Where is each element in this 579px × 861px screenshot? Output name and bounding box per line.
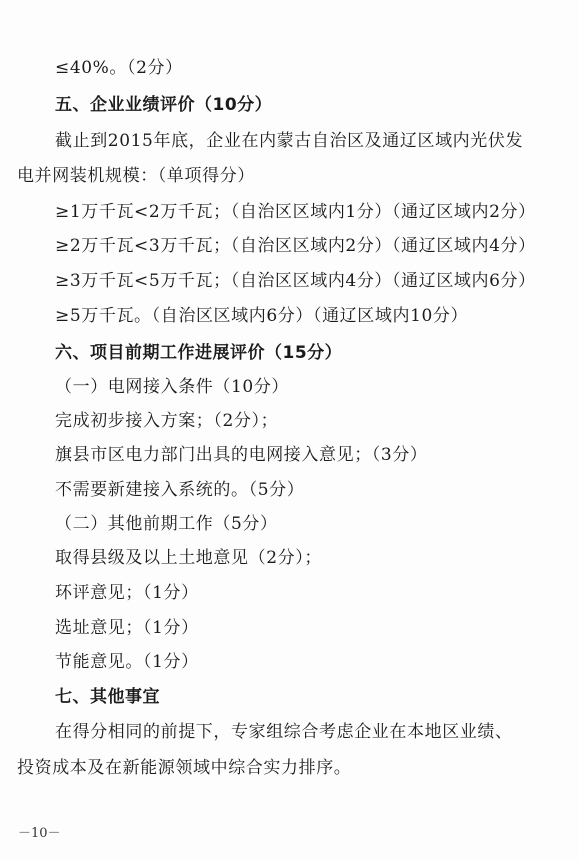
text-line-17: 选址意见；（1分） (55, 618, 199, 638)
text-line-16: 环评意见；（1分） (55, 583, 199, 603)
text-line-13: 不需要新建接入系统的。（5分） (55, 480, 305, 500)
subheading-1: （一）电网接入条件（10分） (55, 377, 290, 397)
text-line-21: 投资成本及在新能源领域中综合实力排序。 (17, 758, 352, 778)
text-line-18: 节能意见。（1分） (55, 652, 199, 672)
text-line-5: ≥1万千瓦<2万千瓦；（自治区区域内1分）（通辽区域内2分） (55, 202, 536, 222)
text-line-3: 截止到2015年底，企业在内蒙古自治区及通辽区域内光伏发 (55, 131, 524, 151)
text-line-11: 完成初步接入方案；（2分）； (55, 411, 279, 431)
section-heading-5: 五、企业业绩评价（10分） (55, 95, 273, 115)
text-line-15: 取得县级及以上土地意见（2分）； (55, 548, 322, 568)
text-line-20: 在得分相同的前提下，专家组综合考虑企业在本地区业绩、 (55, 722, 513, 742)
text-line-1: ≤40%。（2分） (55, 58, 183, 78)
section-heading-7: 七、其他事宜 (55, 687, 160, 707)
subheading-2: （二）其他前期工作（5分） (55, 514, 278, 534)
text-line-7: ≥3万千瓦<5万千瓦；（自治区区域内4分）（通辽区域内6分） (55, 271, 536, 291)
text-line-6: ≥2万千瓦<3万千瓦；（自治区区域内2分）（通辽区域内4分） (55, 236, 536, 256)
section-heading-6: 六、项目前期工作进展评价（15分） (55, 343, 343, 363)
text-line-4: 电并网装机规模：（单项得分） (17, 166, 255, 186)
text-line-12: 旗县市区电力部门出具的电网接入意见；（3分） (55, 445, 428, 465)
text-line-8: ≥5万千瓦。（自治区区域内6分）（通辽区域内10分） (55, 306, 469, 326)
page-number: －10－ (18, 826, 61, 841)
